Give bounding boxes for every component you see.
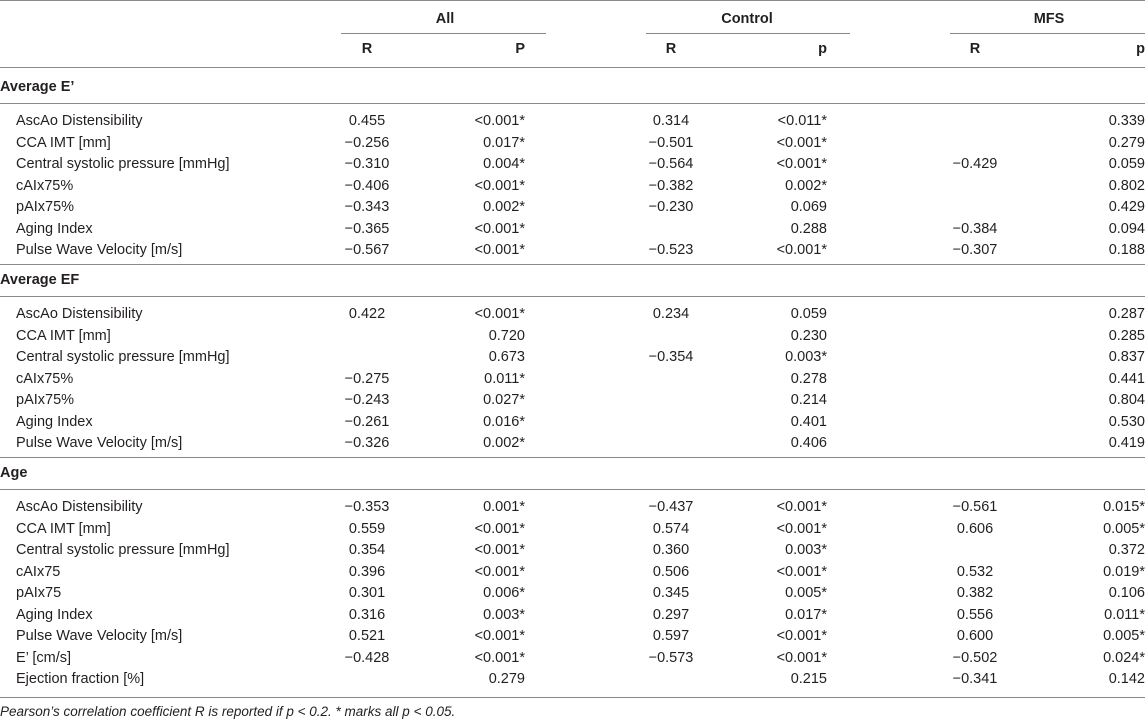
- section-title: Average E’: [0, 79, 75, 95]
- row-label: pAIx75%: [16, 392, 75, 408]
- bottom-rule: [0, 697, 1145, 698]
- header-rule: [0, 67, 1145, 68]
- table-cell: <0.011*: [777, 113, 827, 129]
- table-cell: 0.600: [956, 628, 994, 644]
- group-header: MFS: [1033, 11, 1065, 27]
- table-cell: 0.279: [1108, 134, 1145, 151]
- table-cell: <0.001*: [474, 649, 525, 666]
- table-cell: 0.802: [1108, 177, 1145, 194]
- table-cell: −0.523: [648, 242, 694, 258]
- table-cell: <0.001*: [474, 306, 525, 322]
- table-cell: 0.002*: [483, 435, 525, 451]
- table-cell: <0.001*: [474, 177, 525, 194]
- table-footnote: Pearson’s correlation coefficient R is reported if p < 0.2. * marks all p < 0.05.: [0, 704, 456, 719]
- table-cell: −0.384: [952, 220, 998, 237]
- row-label: pAIx75: [16, 585, 62, 601]
- table-cell: 0.002*: [785, 177, 827, 194]
- table-cell: 0.406: [790, 435, 827, 451]
- table-cell: −0.573: [648, 649, 694, 666]
- table-cell: 0.574: [652, 520, 690, 537]
- column-header: R: [969, 41, 981, 57]
- table-cell: −0.437: [648, 499, 694, 515]
- table-cell: −0.501: [648, 134, 694, 151]
- table-cell: 0.015*: [1103, 499, 1145, 515]
- table-cell: 0.521: [348, 628, 386, 644]
- table-cell: 0.382: [956, 585, 994, 601]
- table-cell: <0.001*: [776, 520, 827, 537]
- row-label: CCA IMT [mm]: [16, 520, 111, 537]
- table-cell: <0.001*: [474, 628, 525, 644]
- table-cell: 0.059: [1108, 156, 1145, 172]
- table-cell: −0.341: [952, 671, 998, 687]
- column-header: R: [665, 41, 677, 57]
- table-cell: <0.001*: [776, 156, 827, 172]
- section-end-rule: [0, 457, 1145, 458]
- table-cell: 0.005*: [785, 585, 827, 601]
- table-cell: 0.804: [1108, 392, 1145, 408]
- table-cell: 0.278: [790, 370, 827, 387]
- table-cell: 0.019*: [1103, 563, 1145, 580]
- row-label: E’ [cm/s]: [16, 649, 72, 666]
- row-label: cAIx75%: [16, 370, 74, 387]
- table-cell: 0.106: [1108, 585, 1145, 601]
- row-label: AscAo Distensibility: [16, 306, 143, 322]
- table-cell: 0.017*: [483, 134, 525, 151]
- table-cell: −0.564: [648, 156, 694, 172]
- table-cell: 0.429: [1108, 199, 1145, 215]
- table-cell: 0.455: [348, 113, 386, 129]
- table-cell: 0.094: [1108, 220, 1145, 237]
- section-rule: [0, 103, 1145, 104]
- table-cell: −0.382: [648, 177, 694, 194]
- table-cell: 0.287: [1108, 306, 1145, 322]
- table-cell: 0.339: [1108, 113, 1145, 129]
- table-cell: −0.561: [952, 499, 998, 515]
- table-cell: 0.506: [652, 563, 690, 580]
- table-cell: 0.011*: [484, 370, 525, 387]
- table-cell: −0.567: [344, 242, 390, 258]
- table-cell: 0.354: [348, 542, 386, 558]
- table-cell: 0.396: [348, 563, 386, 580]
- row-label: cAIx75: [16, 563, 61, 580]
- table-cell: <0.001*: [474, 113, 525, 129]
- table-cell: 0.345: [652, 585, 690, 601]
- table-cell: 0.422: [348, 306, 386, 322]
- table-cell: 0.360: [652, 542, 690, 558]
- table-cell: <0.001*: [474, 520, 525, 537]
- group-underline: [950, 33, 1145, 34]
- group-header: All: [435, 11, 455, 27]
- table-cell: 0.285: [1108, 327, 1145, 344]
- table-cell: 0.230: [790, 327, 827, 344]
- group-header: Control: [721, 11, 773, 27]
- row-label: CCA IMT [mm]: [16, 134, 111, 151]
- table-cell: <0.001*: [776, 499, 827, 515]
- row-label: AscAo Distensibility: [16, 113, 143, 129]
- row-label: Pulse Wave Velocity [m/s]: [16, 628, 183, 644]
- table-cell: −0.406: [344, 177, 390, 194]
- table-cell: 0.004*: [483, 156, 525, 172]
- table-cell: 0.003*: [785, 349, 827, 365]
- table-cell: 0.301: [348, 585, 386, 601]
- table-cell: <0.001*: [776, 563, 827, 580]
- table-cell: 0.401: [790, 413, 827, 430]
- table-cell: <0.001*: [474, 542, 525, 558]
- table-cell: <0.001*: [776, 134, 827, 151]
- table-cell: 0.316: [348, 606, 386, 623]
- table-cell: 0.419: [1108, 435, 1145, 451]
- column-header: P: [515, 41, 525, 57]
- row-label: Aging Index: [16, 413, 93, 430]
- table-cell: −0.230: [648, 199, 694, 215]
- table-cell: 0.024*: [1103, 649, 1145, 666]
- table-cell: 0.003*: [785, 542, 827, 558]
- table-cell: 0.556: [956, 606, 994, 623]
- section-title: Average EF: [0, 272, 80, 288]
- section-rule: [0, 489, 1145, 490]
- group-underline: [646, 33, 850, 34]
- table-cell: 0.606: [956, 520, 994, 537]
- table-cell: 0.673: [488, 349, 525, 365]
- table-cell: −0.429: [952, 156, 998, 172]
- table-cell: 0.532: [956, 563, 994, 580]
- table-cell: 0.002*: [483, 199, 525, 215]
- table-cell: 0.214: [790, 392, 827, 408]
- table-cell: 0.597: [652, 628, 690, 644]
- row-label: CCA IMT [mm]: [16, 327, 111, 344]
- row-label: AscAo Distensibility: [16, 499, 143, 515]
- column-header: R: [361, 41, 373, 57]
- table-cell: −0.354: [648, 349, 694, 365]
- column-header: p: [818, 41, 827, 57]
- table-cell: 0.011*: [1104, 606, 1145, 623]
- row-label: Aging Index: [16, 220, 93, 237]
- table-cell: 0.720: [488, 327, 525, 344]
- row-label: cAIx75%: [16, 177, 74, 194]
- table-cell: <0.001*: [474, 242, 525, 258]
- table-cell: <0.001*: [474, 220, 525, 237]
- table-cell: −0.428: [344, 649, 390, 666]
- row-label: pAIx75%: [16, 199, 75, 215]
- table-cell: 0.559: [348, 520, 386, 537]
- table-cell: 0.059: [790, 306, 827, 322]
- section-title: Age: [0, 465, 28, 481]
- table-cell: <0.001*: [776, 628, 827, 644]
- table-cell: −0.326: [344, 435, 390, 451]
- table-cell: 0.069: [790, 199, 827, 215]
- table-cell: 0.530: [1108, 413, 1145, 430]
- table-cell: −0.365: [344, 220, 390, 237]
- row-label: Central systolic pressure [mmHg]: [16, 349, 230, 365]
- table-cell: 0.142: [1108, 671, 1145, 687]
- table-cell: 0.441: [1108, 370, 1145, 387]
- table-cell: 0.005*: [1103, 628, 1145, 644]
- table-cell: 0.027*: [483, 392, 525, 408]
- table-cell: 0.188: [1108, 242, 1145, 258]
- table-cell: −0.310: [344, 156, 390, 172]
- table-cell: 0.016*: [483, 413, 525, 430]
- row-label: Pulse Wave Velocity [m/s]: [16, 435, 183, 451]
- table-cell: <0.001*: [776, 649, 827, 666]
- table-cell: <0.001*: [474, 563, 525, 580]
- table-cell: 0.372: [1108, 542, 1145, 558]
- table-cell: 0.001*: [483, 499, 525, 515]
- table-cell: −0.243: [344, 392, 390, 408]
- table-cell: 0.215: [790, 671, 827, 687]
- table-cell: 0.017*: [785, 606, 827, 623]
- table-cell: −0.275: [344, 370, 390, 387]
- table-cell: −0.256: [344, 134, 390, 151]
- row-label: Ejection fraction [%]: [16, 671, 145, 687]
- row-label: Central systolic pressure [mmHg]: [16, 542, 230, 558]
- row-label: Pulse Wave Velocity [m/s]: [16, 242, 183, 258]
- table-cell: 0.279: [488, 671, 525, 687]
- section-rule: [0, 296, 1145, 297]
- table-cell: −0.502: [952, 649, 998, 666]
- table-cell: 0.837: [1108, 349, 1145, 365]
- table-cell: 0.288: [790, 220, 827, 237]
- table-cell: 0.003*: [483, 606, 525, 623]
- section-end-rule: [0, 264, 1145, 265]
- row-label: Central systolic pressure [mmHg]: [16, 156, 230, 172]
- group-underline: [341, 33, 546, 34]
- column-header: p: [1136, 41, 1145, 57]
- table-cell: 0.314: [652, 113, 690, 129]
- top-rule: [0, 0, 1145, 1]
- table-cell: 0.006*: [483, 585, 525, 601]
- table-cell: −0.307: [952, 242, 998, 258]
- table-cell: <0.001*: [776, 242, 827, 258]
- table-cell: −0.353: [344, 499, 390, 515]
- table-cell: 0.005*: [1103, 520, 1145, 537]
- table-cell: 0.234: [652, 306, 690, 322]
- table-cell: 0.297: [652, 606, 690, 623]
- table-cell: −0.343: [344, 199, 390, 215]
- row-label: Aging Index: [16, 606, 93, 623]
- table-cell: −0.261: [344, 413, 390, 430]
